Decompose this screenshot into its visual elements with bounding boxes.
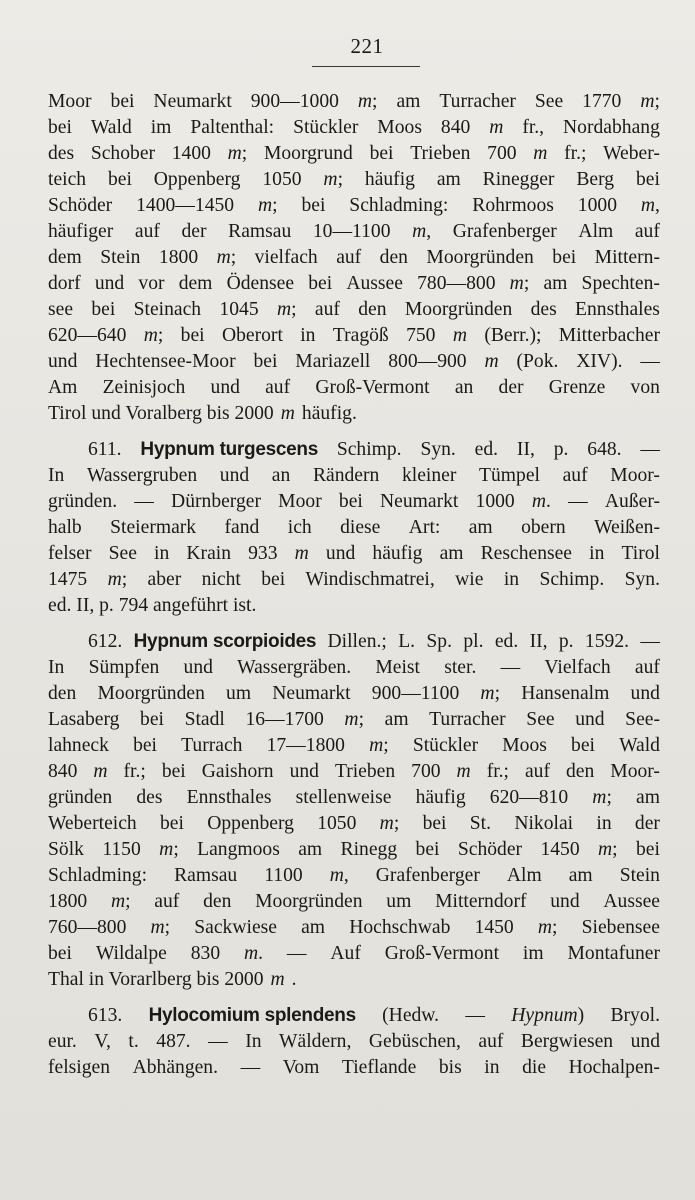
text-line: Lasaberg bei Stadl 16—1700 m; am Turracher See und See- [48,709,660,730]
entry-612 [48,629,660,993]
text-line: bei Wald im Paltenthal: Stückler Moos 840 m fr., Nordabhang [48,117,660,138]
text-line: In Sümpfen und Wassergräben. Meist ster. — Vielfach auf [48,657,660,678]
species-name: Hypnum scorpioides [133,631,317,652]
entry-number: 612. [88,631,123,652]
text-line: felsigen Abhängen. — Vom Tieflande bis in die Hochalpen- [48,1057,660,1078]
text-line: gründen des Ennsthales stellenweise häufig 620—810 m; am [48,787,660,808]
text-line: Moor bei Neumarkt 900—1000 m; am Turracher See 1770 m; [48,91,660,112]
entry-heading-line: 612. Hypnum scorpioides Dillen.; L. Sp. pl. ed. II, p. 1592. — [88,629,660,655]
text-line: see bei Steinach 1045 m; auf den Moorgründen des Ennsthales [48,299,660,320]
text-line: felser See in Krain 933 m und häufig am Reschensee in Tirol [48,543,660,564]
text-line: Schladming: Ramsau 1100 m, Grafenberger Alm am Stein [48,865,660,886]
text-line: 840 m fr.; bei Gaishorn und Trieben 700 m fr.; auf den Moor- [48,761,660,782]
header-rule [312,66,420,67]
text-line: dem Stein 1800 m; vielfach auf den Moorgründen bei Mittern- [48,247,660,268]
text-line: Schöder 1400—1450 m; bei Schladming: Rohrmoos 1000 m, [48,195,660,216]
text-line: des Schober 1400 m; Moorgrund bei Trieben 700 m fr.; Weber- [48,143,660,164]
species-name: Hylocomium splendens [148,1005,356,1026]
text-line: halb Steiermark fand ich diese Art: am obern Weißen- [48,517,660,538]
page-number: 221 [350,34,384,58]
text-line: Weberteich bei Oppenberg 1050 m; bei St. Nikolai in der [48,813,660,834]
text-line: Thal in Vorarlberg bis 2000 m . [48,969,297,990]
text-line: teich bei Oppenberg 1050 m; häufig am Rinegger Berg bei [48,169,660,190]
page-body [48,89,660,1081]
continuation-paragraph [48,89,660,427]
text-line: bei Wildalpe 830 m. — Auf Groß-Vermont im Montafuner [48,943,660,964]
text-line: den Moorgründen um Neumarkt 900—1100 m; Hansenalm und [48,683,660,704]
entry-heading-line: 611. Hypnum turgescens Schimp. Syn. ed. II, p. 648. — [88,437,660,463]
text-line: In Wassergruben und an Rändern kleiner Tümpel auf Moor- [48,465,660,486]
text-line: und Hechtensee-Moor bei Mariazell 800—900 m (Pok. XIV). — [48,351,660,372]
text-line: häufiger auf der Ramsau 10—1100 m, Grafenberger Alm auf [48,221,660,242]
text-line: Tirol und Voralberg bis 2000 m häufig. [48,403,357,424]
text-line: 760—800 m; Sackwiese am Hochschwab 1450 m; Siebensee [48,917,660,938]
text-line: eur. V, t. 487. — In Wäldern, Gebüschen, auf Bergwiesen und [48,1031,660,1052]
entry-611 [48,437,660,619]
text-line: ed. II, p. 794 angeführt ist. [48,595,257,616]
text-line: 1800 m; auf den Moorgründen um Mitterndorf und Aussee [48,891,660,912]
text-line: lahneck bei Turrach 17—1800 m; Stückler Moos bei Wald [48,735,660,756]
species-name: Hypnum turgescens [140,439,318,460]
entry-heading-line: 613. Hylocomium splendens (Hedw. — Hypnum) Bryol. [88,1003,660,1029]
text-line: 1475 m; aber nicht bei Windischmatrei, wie in Schimp. Syn. [48,569,660,590]
text-line: 620—640 m; bei Oberort in Tragöß 750 m (Berr.); Mitterbacher [48,325,660,346]
entry-number: 613. [88,1005,123,1026]
entry-613 [48,1003,660,1081]
text-line: gründen. — Dürnberger Moor bei Neumarkt 1000 m. — Außer- [48,491,660,512]
text-line: Sölk 1150 m; Langmoos am Rinegg bei Schöder 1450 m; bei [48,839,660,860]
entry-number: 611. [88,439,122,460]
text-line: Am Zeinisjoch und auf Groß-Vermont an der Grenze von [48,377,660,398]
text-line: dorf und vor dem Ödensee bei Aussee 780—800 m; am Spechten- [48,273,660,294]
